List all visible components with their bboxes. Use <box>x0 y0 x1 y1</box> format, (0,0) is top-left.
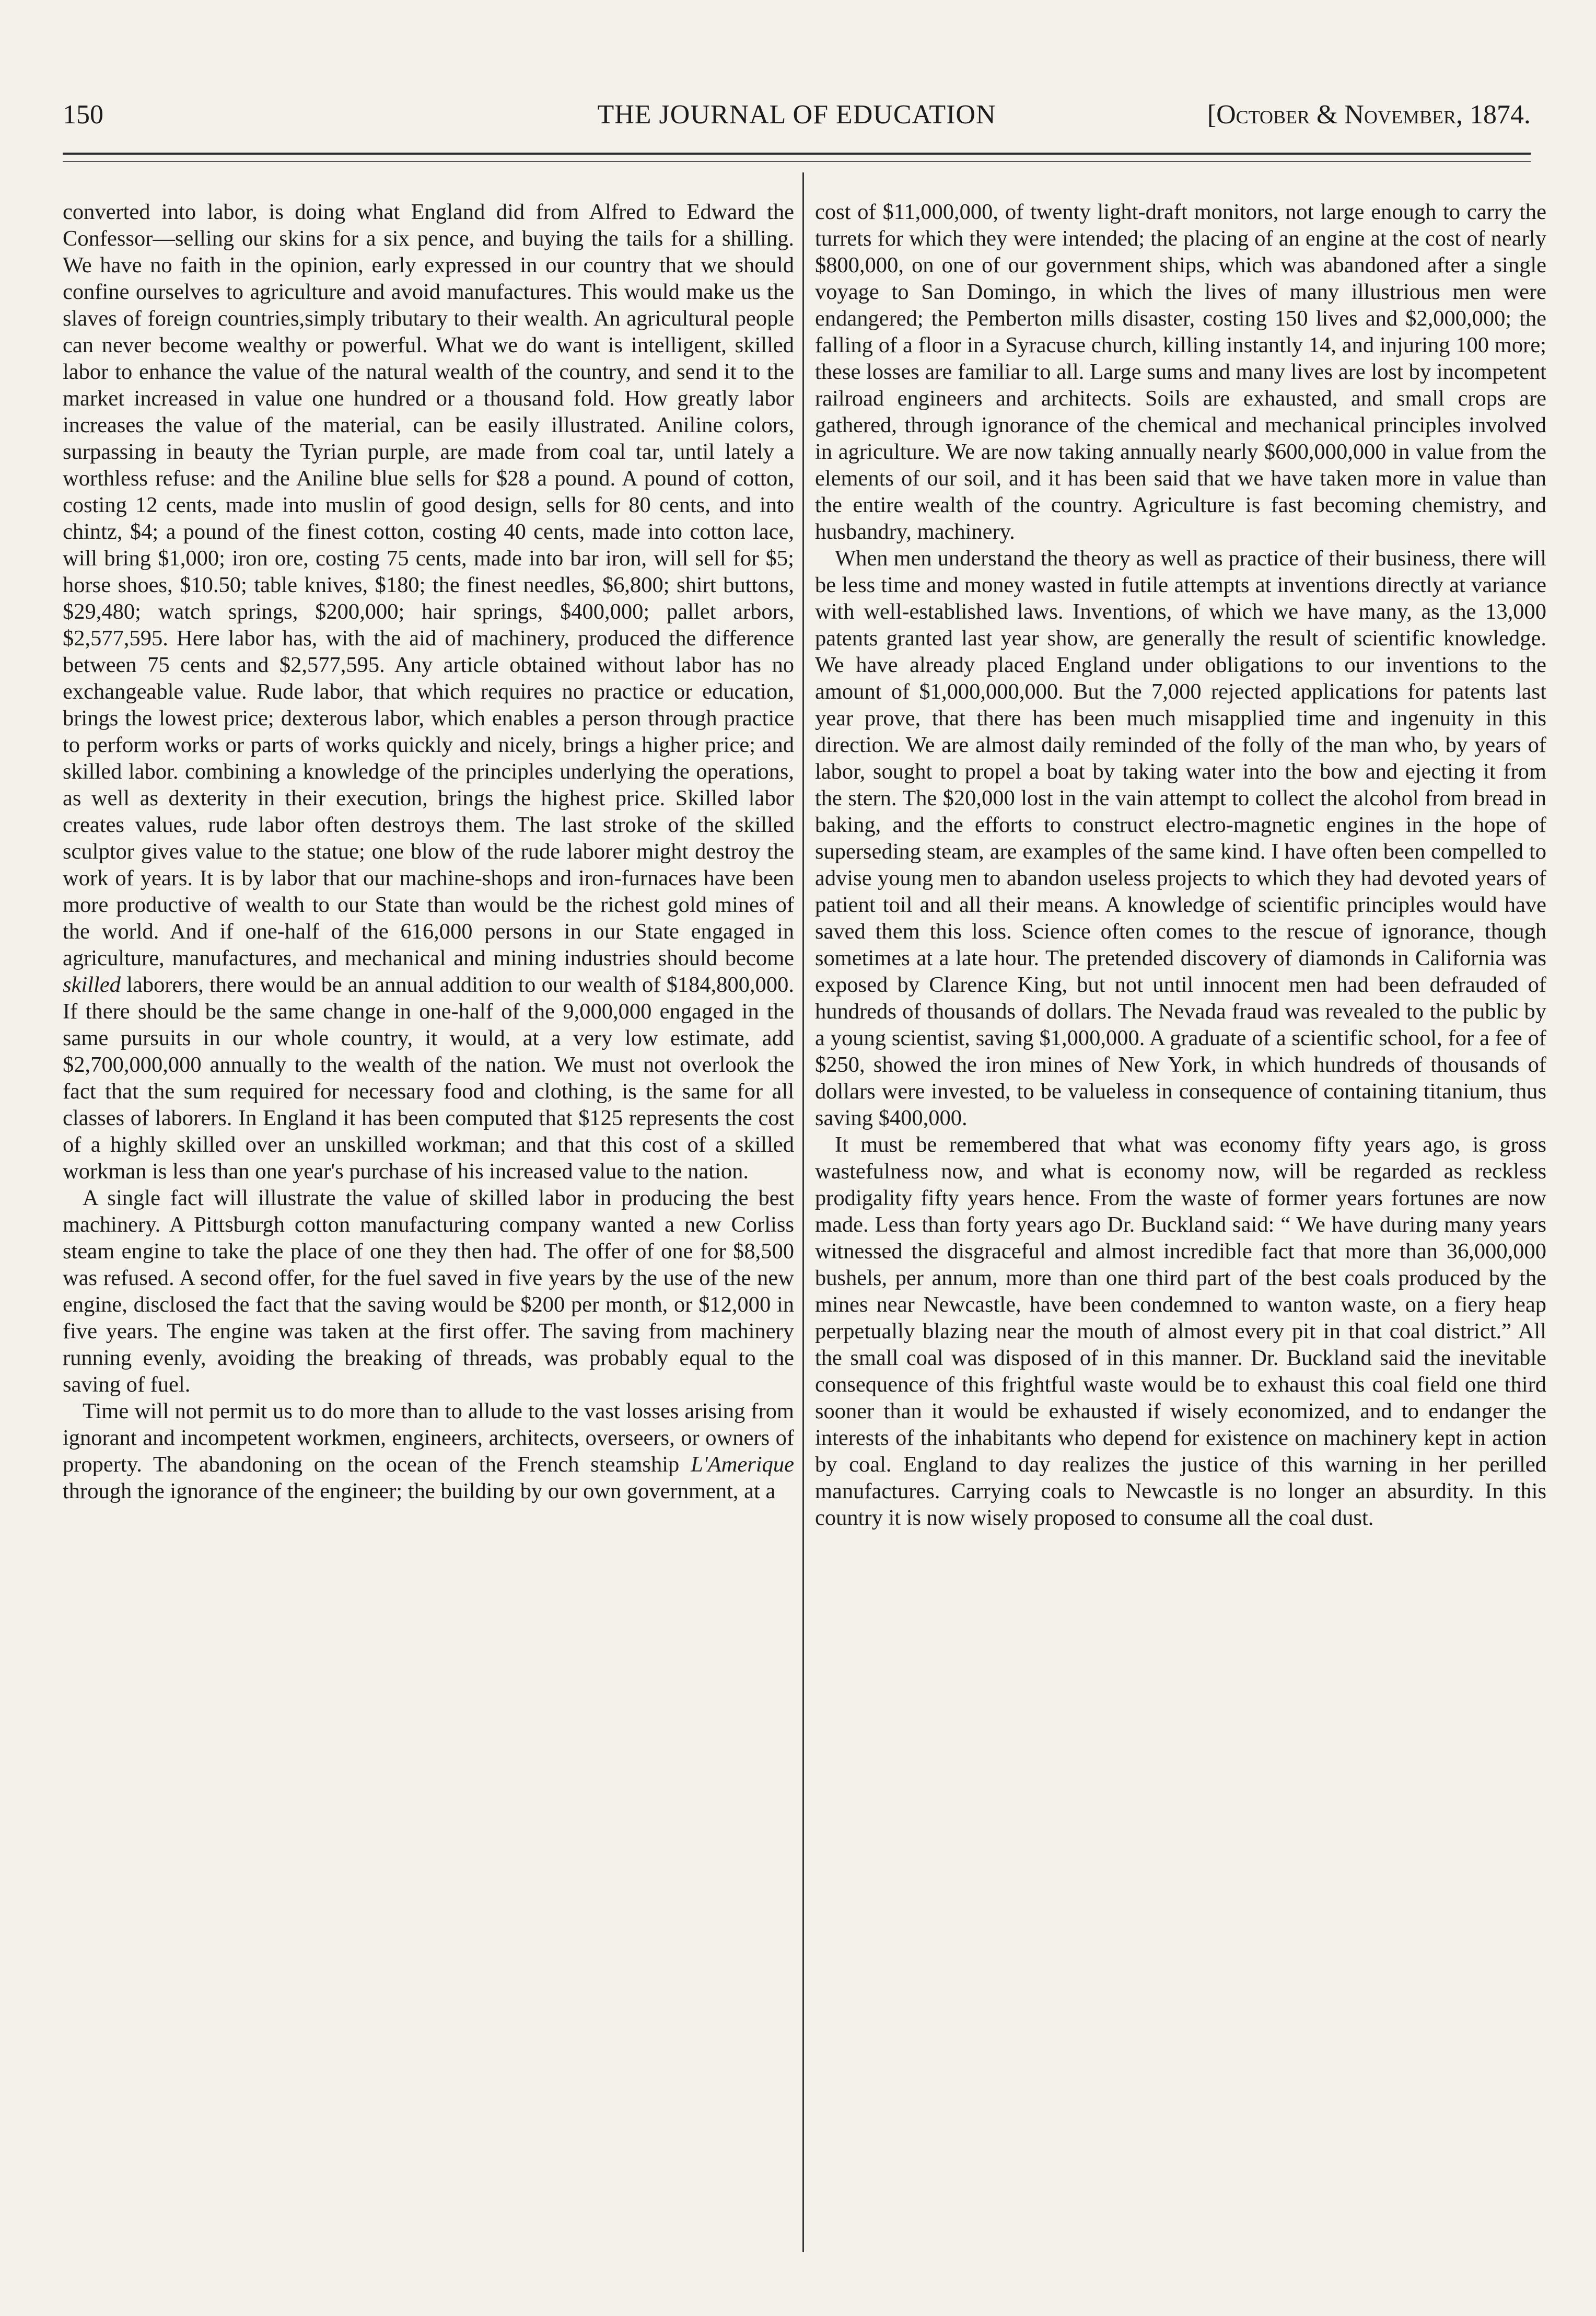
left-paragraph-1-text: converted into labor, is doing what England did from Alfred to Edward the Confessor—selling our skins for a six pence, and buying the tails for a shilling. We have no faith in the opinion, early expressed in our country that we should confine ourselves to agriculture and avoid manufactures. This would make us the slaves of foreign countries,simply tributary to their wealth. An agricultural people can never become wealthy or powerful. What we do want is intelligent, skilled labor to enhance the value of the natural wealth of the country, and send it to the market increased in value one hundred or a thousand fold. How greatly labor increases the value of the material, can be easily illustrated. Aniline colors, surpassing in beauty the Tyrian purple, are made from coal tar, until lately a worthless refuse: and the Aniline blue sells for $28 a pound. A pound of cotton, costing 12 cents, made into muslin of good design, sells for 80 cents, and into chintz, $4; a pound of the finest cotton, costing 40 cents, made into cotton lace, will bring $1,000; iron ore, costing 75 cents, made into bar iron, will sell for $5; horse shoes, $10.50; table knives, $180; the finest needles, $6,800; shirt buttons, $29,480; watch springs, $200,000; hair springs, $400,000; pallet arbors, $2,577,595. Here labor has, with the aid of machinery, produced the difference between 75 cents and $2,577,595. Any article obtained without labor has no exchangeable value. Rude labor, that which requires no practice or education, brings the lowest price; dexterous labor, which enables a person through practice to perform works or parts of works quickly and nicely, brings a higher price; and skilled labor. combining a knowledge of the principles underlying the operations, as well as dexterity in their execution, brings the highest price. Skilled labor creates values, rude labor often destroys them. The last stroke of the skilled sculptor gives value to the statue; one blow of the rude laborer might destroy the work of years. It is by labor that our machine-shops and iron-furnaces have been more productive of wealth to our State than would be the richest gold mines of the world. And if one-half of the 616,000 persons in our State engaged in agriculture, manufactures, and mechanical and mining industries should become <box>63 200 794 970</box>
issue-date: [October & November, 1874. <box>1207 100 1531 130</box>
header-rule <box>63 153 1531 155</box>
right-column <box>815 199 1546 2263</box>
left-paragraph-3 <box>63 1398 794 1504</box>
header-rule-thin <box>63 161 1531 162</box>
page-header <box>63 94 1531 136</box>
left-paragraph-1-end: laborers, there would be an annual addition to our wealth of $184,800,000. If there should be the same change in one-half of the 9,000,000 engaged in the same pursuits in our whole country, it would, at a very low estimate, add $2,700,000,000 annually to the wealth of the nation. We must not overlook the fact that the sum required for necessary food and clothing, is the same for all classes of laborers. In England it has been computed that $125 represents the cost of a highly skilled over an unskilled workman; and that this cost of a skilled workman is less than one year's purchase of his increased value to the nation. <box>63 972 794 1184</box>
right-paragraph-3: It must be remembered that what was economy fifty years ago, is gross wastefulness now, and what is economy now, will be regarded as reckless prodigality fifty years hence. From the waste of former years fortunes are now made. Less than forty years ago Dr. Buckland said: “ We have during many years witnessed the disgraceful and almost incredible fact that more than 36,000,000 bushels, per annum, more than one third part of the best coals produced by the mines near Newcastle, have been condemned to wanton waste, on a fiery heap perpetually blazing near the mouth of almost every pit in that coal district.” All the small coal was disposed of in this manner. Dr. Buckland said the inevitable consequence of this frightful waste would be to exhaust this coal field one third sooner than it would be exhausted if wisely economized, and to endanger the interests of the inhabitants who depend for existence on machinery kept in action by coal. England to day realizes the justice of this warning in her perilled manufactures. Carrying coals to Newcastle is no longer an absurdity. In this country it is now wisely proposed to consume all the coal dust. <box>815 1132 1546 1530</box>
page-number: 150 <box>63 100 103 130</box>
left-paragraph-3-end: through the ignorance of the engineer; the building by our own government, at a <box>63 1479 776 1503</box>
left-paragraph-2: A single fact will illustrate the value of skilled labor in producing the best machinery. A Pittsburgh cotton manufacturing company wanted a new Corliss steam engine to take the place of one they then had. The offer of one for $8,500 was refused. A second offer, for the fuel saved in five years by the use of the new engine, disclosed the fact that the saving would be $200 per month, or $12,000 in five years. The engine was taken at the first offer. The saving from machinery running evenly, avoiding the breaking of threads, was probably equal to the saving of fuel. <box>63 1186 794 1397</box>
emphasis-skilled: skilled <box>63 972 121 997</box>
left-column <box>63 199 794 2263</box>
right-paragraph-2: When men understand the theory as well as practice of their business, there will be less time and money wasted in futile attempts at inventions directly at variance with well-established laws. Inventions, of which we have many, as the 13,000 patents granted last year show, are generally the result of scientific knowledge. We have already placed England under obligations to our inventions to the amount of $1,000,000,000. But the 7,000 rejected applications for patents last year prove, that there has been much misapplied time and ingenuity in this direction. We are almost daily reminded of the folly of the man who, by years of labor, sought to propel a boat by taking water into the bow and ejecting it from the stern. The $20,000 lost in the vain attempt to collect the alcohol from bread in baking, and the efforts to construct electro-magnetic engines in the hope of superseding steam, are examples of the same kind. I have often been compelled to advise young men to abandon useless projects to which they had devoted years of patient toil and all their means. A knowledge of scientific principles would have saved them this loss. Science often comes to the rescue of ignorance, though sometimes at a late hour. The pretended discovery of diamonds in California was exposed by Clarence King, but not until innocent men had been defrauded of hundreds of thousands of dollars. The Nevada fraud was revealed to the public by a young scientist, saving $1,000,000. A graduate of a scientific school, for a fee of $250, showed the iron mines of New York, in which hundreds of thousands of dollars were invested, to be valueless in consequence of containing titanium, thus saving $400,000. <box>815 546 1546 1130</box>
right-paragraph-1: cost of $11,000,000, of twenty light-draft monitors, not large enough to carry the turrets for which they were intended; the placing of an engine at the cost of nearly $800,000, on one of our government ships, which was abandoned after a single voyage to San Domingo, in which the lives of many illustrious men were endangered; the Pemberton mills disaster, costing 150 lives and $2,000,000; the falling of a floor in a Syracuse church, killing instantly 14, and injuring 100 more; these losses are familiar to all. Large sums and many lives are lost by incompetent railroad engineers and architects. Soils are exhausted, and small crops are gathered, through ignorance of the chemical and mechanical principles involved in agriculture. We are now taking annually nearly $600,000,000 in value from the elements of our soil, and it has been said that we have taken more in value than the entire wealth of the country. Agriculture is fast becoming chemistry, and husbandry, machinery. <box>815 200 1546 544</box>
emphasis-ship-name: L'Amerique <box>691 1452 794 1477</box>
column-divider <box>802 172 804 2252</box>
journal-title: THE JOURNAL OF EDUCATION <box>597 100 996 130</box>
left-paragraph-3-text: Time will not permit us to do more than to allude to the vast losses arising from ignorant and incompetent workmen, engineers, architects, overseers, or owners of property. The abandoning on the ocean of the French steamship <box>63 1399 794 1477</box>
left-paragraph-1 <box>63 199 794 1185</box>
